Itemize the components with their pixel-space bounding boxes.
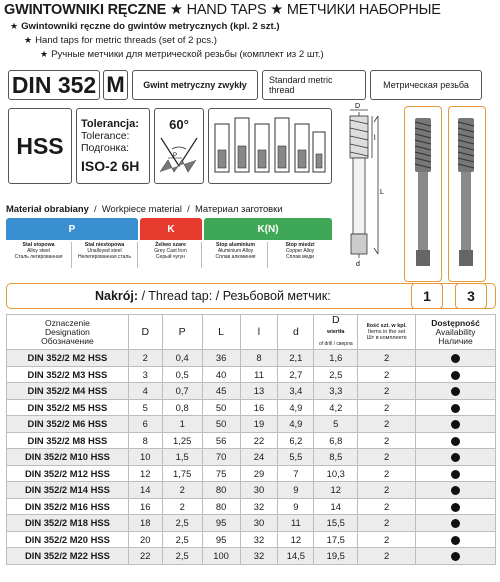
cell-D: 6 [128,416,162,433]
cell-L: 50 [202,399,240,416]
page-title [4,2,498,18]
cell-ru: Серый чугун [155,254,186,260]
title-ru: МЕТЧИКИ НАБОРНЫЕ [286,2,441,18]
avail-ru: Наличие [438,335,473,346]
cell-designation: DIN 352/2 M3 HSS [7,366,129,383]
cell-P: 0,7 [162,383,202,400]
designation-pl: Oznaczenie [44,317,90,328]
din-row [8,70,486,100]
material-cell-unalloyed-steel [72,242,138,268]
angle-value: 60° [169,116,189,132]
cell-l: 11 [240,366,278,383]
tolerance-label-pl: Tolerancja: [81,118,139,130]
table-row [7,383,496,400]
qty-pl: Ilość szt. w kpl. [366,323,407,329]
cell-en: Copper Alloy [285,248,315,254]
cell-en: Grey Cast Iron [154,248,187,254]
table-row [7,548,496,565]
dim-d: d [356,261,360,268]
table-body [7,350,496,565]
cell-availability [416,548,496,565]
cell-P: 0,5 [162,366,202,383]
table-row [7,465,496,482]
col-D: D [128,315,162,350]
thread-tap-row [6,283,496,309]
cell-designation: DIN 352/2 M16 HSS [7,498,129,515]
cell-availability [416,350,496,367]
cell-L: 45 [202,383,240,400]
subtitle-ru [4,49,498,60]
material-title-en: Workpiece material [101,203,182,214]
cell-d: 2,1 [278,350,314,367]
availability-dot-icon [451,486,460,495]
cell-qty: 2 [358,482,416,499]
availability-dot-icon [451,404,460,413]
cell-availability [416,531,496,548]
availability-dot-icon [451,453,460,462]
subtitle-en [4,35,498,46]
material-title [6,203,283,214]
cell-Dw: 8,5 [314,449,358,466]
cell-l: 19 [240,416,278,433]
star-icon: ★ [40,49,49,59]
subtitle-pl-text: Gwintowniki ręczne do gwintów metrycznych (kpl. 2 szt.) [21,21,280,32]
col-P: P [162,315,202,350]
availability-dot-icon [451,354,460,363]
material-cell-copper [268,242,332,268]
cell-P: 1 [162,416,202,433]
cell-qty: 2 [358,498,416,515]
cell-availability [416,383,496,400]
subtitle-pl [4,21,498,32]
tap-1-highlight [404,106,442,282]
table-row [7,482,496,499]
thread-angle-box [154,108,204,184]
tolerance-box [76,108,150,184]
cell-en: Unalloyed steel [87,248,122,254]
cell-ru: Сплав алюминия [215,254,256,260]
page-header [4,2,498,60]
thread-tap-num-1: 1 [411,283,443,309]
material-group-k: K [140,218,202,240]
cell-L: 95 [202,515,240,532]
qty-en: Items in the set [368,329,406,335]
cell-L: 75 [202,465,240,482]
cell-designation: DIN 352/2 M12 HSS [7,465,129,482]
cell-ru: Нелегированная сталь [78,254,131,260]
cell-designation: DIN 352/2 M6 HSS [7,416,129,433]
designation-en: Designation [44,326,90,337]
cell-pl: Stal stopowa [22,242,55,248]
cell-availability [416,399,496,416]
cell-P: 2 [162,482,202,499]
avail-en: Availability [435,326,476,337]
col-d: d [278,315,314,350]
cell-Dw: 19,5 [314,548,358,565]
cell-d: 4,9 [278,416,314,433]
table-row [7,515,496,532]
cell-d: 5,5 [278,449,314,466]
col-availability [416,315,496,350]
cell-availability [416,449,496,466]
material-title-pl: Materiał obrabiany [6,203,89,214]
qty-ru: Шт в комплекте [366,335,407,341]
cell-d: 11 [278,515,314,532]
cell-l: 30 [240,482,278,499]
cell-L: 80 [202,482,240,499]
cell-designation: DIN 352/2 M20 HSS [7,531,129,548]
cell-L: 50 [202,416,240,433]
col-l: l [240,315,278,350]
thread-tap-label [95,289,331,303]
availability-dot-icon [451,387,460,396]
cell-P: 1,5 [162,449,202,466]
table-row [7,366,496,383]
cell-P: 0,4 [162,350,202,367]
din-standard: DIN 352 [8,70,100,100]
table-row [7,399,496,416]
cell-pl: Stop aluminium [216,242,255,248]
cell-L: 80 [202,498,240,515]
dim-L: L [380,189,384,196]
cell-l: 16 [240,399,278,416]
tolerance-label-ru: Подгонка: [81,142,130,154]
cell-Dw: 2,5 [314,366,358,383]
designation-ru: Обозначение [41,335,94,346]
spec-table [6,314,496,565]
cell-availability [416,432,496,449]
availability-dot-icon [451,503,460,512]
thread-tap-num-3: 3 [455,283,487,309]
cell-en: Aluminium Alloy [217,248,254,254]
table-header-row [7,315,496,350]
cell-D: 18 [128,515,162,532]
availability-dot-icon [451,437,460,446]
drill-D: D [331,314,340,326]
taps-icon-box [208,108,332,184]
cell-d: 9 [278,482,314,499]
cell-d: 14,5 [278,548,314,565]
taps-set-icon [211,114,329,178]
cell-availability [416,465,496,482]
cell-D: 3 [128,366,162,383]
cell-availability [416,515,496,532]
cell-qty: 2 [358,465,416,482]
cell-L: 40 [202,366,240,383]
tolerance-value: ISO-2 6H [81,158,140,174]
availability-dot-icon [451,552,460,561]
cell-P: 1,75 [162,465,202,482]
separator: / [141,289,146,303]
col-drill [314,315,358,350]
cell-l: 22 [240,432,278,449]
table-row [7,350,496,367]
availability-dot-icon [451,519,460,528]
material-group-kn: K(N) [204,218,332,240]
cell-L: 56 [202,432,240,449]
table-row [7,432,496,449]
cell-Dw: 1,6 [314,350,358,367]
tolerance-label-en: Tolerance: [81,130,130,142]
cell-Dw: 14 [314,498,358,515]
table-row [7,449,496,466]
title-en: HAND TAPS [186,2,267,18]
drill-sub1: wiertła [327,329,345,335]
cell-D: 12 [128,465,162,482]
table-row [7,531,496,548]
cell-qty: 2 [358,366,416,383]
cell-Dw: 6,8 [314,432,358,449]
cell-Dw: 4,2 [314,399,358,416]
cell-d: 7 [278,465,314,482]
cell-en: Alloy steel [27,248,50,254]
cell-P: 0,8 [162,399,202,416]
cell-l: 13 [240,383,278,400]
cell-D: 20 [128,531,162,548]
star-icon: ★ [10,21,19,31]
cell-designation: DIN 352/2 M8 HSS [7,432,129,449]
cell-availability [416,366,496,383]
avail-pl: Dostępność [431,317,480,328]
cell-qty: 2 [358,350,416,367]
separator: / [215,289,220,303]
cell-l: 8 [240,350,278,367]
pitch-label: P [173,152,178,159]
thread-desc-pl: Gwint metryczny zwykły [132,70,258,100]
availability-dot-icon [451,371,460,380]
cell-D: 8 [128,432,162,449]
cell-D: 14 [128,482,162,499]
cell-l: 24 [240,449,278,466]
cell-D: 22 [128,548,162,565]
table-row [7,416,496,433]
cell-d: 9 [278,498,314,515]
cell-qty: 2 [358,548,416,565]
cell-availability [416,498,496,515]
cell-Dw: 15,5 [314,515,358,532]
subtitle-en-text: Hand taps for metric threads (set of 2 pcs.) [35,35,217,46]
col-qty [358,315,416,350]
table-row [7,498,496,515]
availability-dot-icon [451,470,460,479]
title-pl: GWINTOWNIKI RĘCZNE [4,2,167,18]
cell-D: 5 [128,399,162,416]
cell-P: 2,5 [162,548,202,565]
cell-l: 32 [240,548,278,565]
cell-d: 3,4 [278,383,314,400]
cell-P: 2,5 [162,531,202,548]
cell-Dw: 17,5 [314,531,358,548]
cell-qty: 2 [358,531,416,548]
cell-Dw: 3,3 [314,383,358,400]
cell-qty: 2 [358,432,416,449]
material-cell-grey-cast-iron [140,242,202,268]
tap-2-highlight [448,106,486,282]
cell-L: 95 [202,531,240,548]
cell-designation: DIN 352/2 M5 HSS [7,399,129,416]
cell-L: 100 [202,548,240,565]
cell-qty: 2 [358,449,416,466]
cell-designation: DIN 352/2 M14 HSS [7,482,129,499]
star-icon: ★ [169,2,187,18]
cell-ru: Сталь легированная [14,254,63,260]
cell-availability [416,482,496,499]
cell-d: 4,9 [278,399,314,416]
cell-P: 1,25 [162,432,202,449]
cell-l: 32 [240,498,278,515]
cell-designation: DIN 352/2 M4 HSS [7,383,129,400]
col-designation [7,315,129,350]
cell-qty: 2 [358,399,416,416]
thread-profile-icon [158,132,200,176]
availability-dot-icon [451,420,460,429]
subtitle-ru-text: Ручные метчики для метрической резьбы (комплект из 2 шт.) [51,49,324,60]
cell-D: 10 [128,449,162,466]
material-cell-alloy-steel [6,242,72,268]
cell-D: 4 [128,383,162,400]
col-L: L [202,315,240,350]
cell-Dw: 5 [314,416,358,433]
cell-availability [416,416,496,433]
availability-dot-icon [451,536,460,545]
cell-qty: 2 [358,416,416,433]
cell-P: 2 [162,498,202,515]
cell-qty: 2 [358,383,416,400]
material-group-p: P [6,218,138,240]
dim-l: l [374,135,376,142]
material-title-ru: Материал заготовки [194,203,283,214]
cell-Dw: 10,3 [314,465,358,482]
cell-Dw: 12 [314,482,358,499]
cell-P: 2,5 [162,515,202,532]
material-bar [6,218,332,268]
thread-desc-ru: Метрическая резьба [370,70,482,100]
material-cell-aluminium [204,242,268,268]
cell-designation: DIN 352/2 M10 HSS [7,449,129,466]
cell-ru: Сплав меди [286,254,314,260]
cell-pl: Stop miedzi [285,242,315,248]
thread-tap-pl: Nakrój: [95,289,139,303]
separator: / [184,203,195,214]
thread-letter: M [103,70,128,100]
dim-D: D [355,103,361,110]
cell-d: 2,7 [278,366,314,383]
material-grade: HSS [8,108,72,184]
thread-tap-en: Thread tap: [148,289,213,303]
separator: / [91,203,102,214]
cell-l: 32 [240,531,278,548]
cell-designation: DIN 352/2 M2 HSS [7,350,129,367]
cell-pl: Żeliwo szare [155,242,186,248]
cell-designation: DIN 352/2 M18 HSS [7,515,129,532]
cell-l: 29 [240,465,278,482]
cell-designation: DIN 352/2 M22 HSS [7,548,129,565]
star-icon: ★ [270,2,287,18]
cell-L: 70 [202,449,240,466]
star-icon: ★ [24,35,33,45]
thread-desc-en: Standard metric thread [262,70,366,100]
cell-L: 36 [202,350,240,367]
cell-l: 30 [240,515,278,532]
thread-tap-ru: Резьбовой метчик: [222,289,331,303]
drill-sub2: of drill / сверла [318,341,353,347]
cell-d: 6,2 [278,432,314,449]
cell-D: 2 [128,350,162,367]
cell-D: 16 [128,498,162,515]
cell-d: 12 [278,531,314,548]
tool-drawing-area [338,100,496,280]
cell-qty: 2 [358,515,416,532]
cell-pl: Stal niestopowa [84,242,125,248]
